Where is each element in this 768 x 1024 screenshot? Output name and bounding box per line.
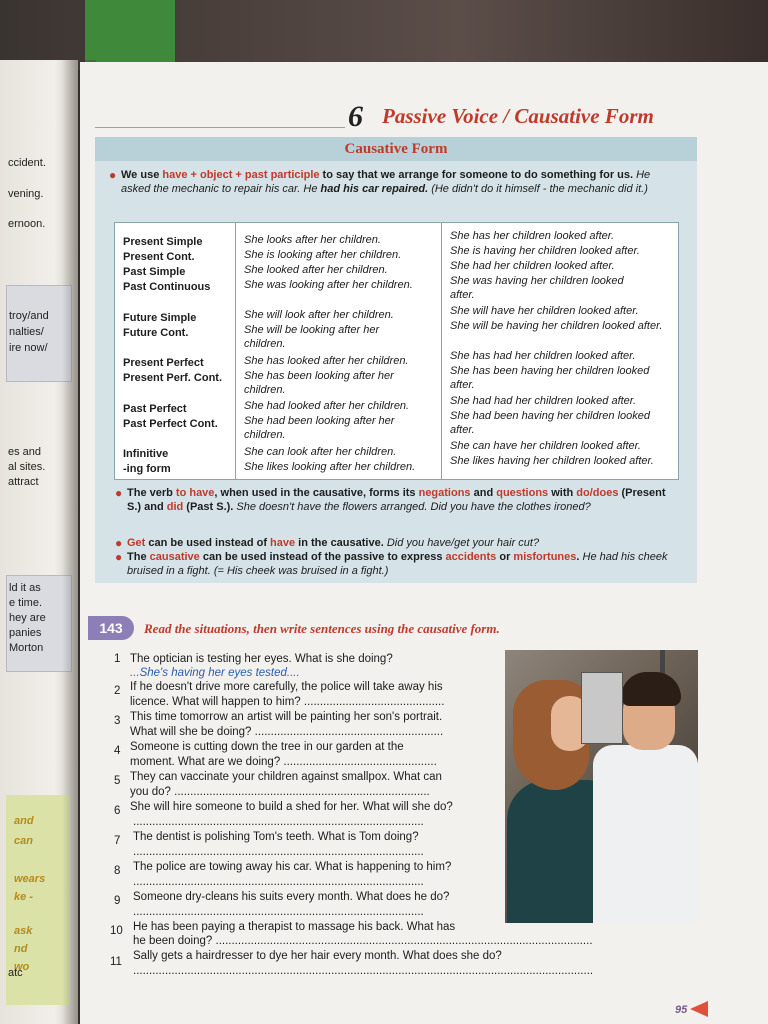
- photo-optician-coat: [593, 745, 698, 923]
- item-number: 1: [114, 653, 121, 665]
- causative-sentence: She was having her children looked after.: [450, 275, 624, 301]
- item-answer-line[interactable]: ...........................................................................................: [133, 846, 424, 858]
- optician-photo: [505, 650, 698, 923]
- item-number: 9: [114, 895, 121, 907]
- tense-name: -ing form: [123, 463, 171, 475]
- causative-sentence: She had had her children looked after.: [450, 395, 637, 407]
- tense-table: [114, 222, 679, 480]
- active-sentence: She can look after her children.: [244, 446, 397, 458]
- section-title: Causative Form: [95, 137, 697, 161]
- item-number: 8: [114, 865, 121, 877]
- causative-sentence: She likes having her children looked after.: [450, 455, 654, 467]
- exercise-number: 143: [88, 616, 134, 640]
- item-question: They can vaccinate your children against smallpox. What can: [130, 771, 442, 783]
- left-fragment: e time.: [9, 597, 43, 609]
- item-question: Someone dry-cleans his suits every month. What does he do?: [133, 891, 450, 903]
- page-number: 95: [675, 1004, 688, 1016]
- left-fragment: ccident.: [8, 157, 46, 169]
- book-cover-green: [85, 0, 175, 64]
- active-sentence: She is looking after her children.: [244, 249, 402, 261]
- active-sentence: She had been looking after her children.: [244, 415, 395, 441]
- active-sentence: She was looking after her children.: [244, 279, 413, 291]
- bullet-icon: ●: [109, 168, 117, 182]
- item-answer-line[interactable]: he been doing? ......................................................................................................................: [133, 935, 593, 947]
- active-column: [236, 223, 442, 479]
- item-answer-line[interactable]: ................................................................................................................................................: [133, 965, 594, 977]
- item-question: He has been paying a therapist to massage his back. What has: [133, 921, 456, 933]
- active-sentence: She had looked after her children.: [244, 400, 410, 412]
- causative-sentence: She has been having her children looked after.: [450, 365, 650, 391]
- left-fragment: al sites.: [8, 461, 46, 473]
- item-answer-line[interactable]: ...........................................................................................: [133, 876, 424, 888]
- tense-column: [115, 223, 236, 479]
- left-fragment: attract: [8, 476, 39, 488]
- left-fragment: atc: [8, 967, 23, 979]
- rule-accidents: ● The causative can be used instead of the passive to express accidents or misfortunes. He had his cheek bruised in a fight. (= His cheek was bruised in a fight.): [115, 550, 668, 577]
- item-number: 7: [114, 835, 121, 847]
- left-fragment: ld it as: [9, 582, 41, 594]
- left-fragment: es and: [8, 446, 42, 458]
- causative-sentence: She will have her children looked after.: [450, 305, 639, 317]
- item-question: This time tomorrow an artist will be painting her son's portrait.: [130, 711, 443, 723]
- left-fragment: Morton: [9, 642, 44, 654]
- tense-name: Present Perf. Cont.: [123, 372, 223, 384]
- causative-sentence: She is having her children looked after.: [450, 245, 640, 257]
- item-question: Someone is cutting down the tree in our garden at the: [130, 741, 404, 753]
- item-answer-line[interactable]: you do? ................................................................................: [130, 786, 430, 798]
- left-fragment: and: [14, 815, 34, 827]
- tense-name: Past Perfect Cont.: [123, 418, 218, 430]
- tense-name: Past Simple: [123, 266, 186, 278]
- causative-sentence: She has her children looked after.: [450, 230, 615, 242]
- causative-sentence: She will be having her children looked after.: [450, 320, 663, 332]
- left-fragment: ernoon.: [8, 218, 46, 230]
- causative-sentence: She had her children looked after.: [450, 260, 615, 272]
- active-sentence: She will look after her children.: [244, 309, 394, 321]
- photo-eye-test-device: [581, 672, 623, 744]
- tense-name: Past Perfect: [123, 403, 187, 415]
- left-fragment: troy/and: [9, 310, 49, 322]
- active-sentence: She looks after her children.: [244, 234, 381, 246]
- item-answer-line[interactable]: licence. What will happen to him? ............................................: [130, 696, 445, 708]
- active-sentence: She looked after her children.: [244, 264, 388, 276]
- item-number: 4: [114, 745, 121, 757]
- unit-number: 6: [348, 100, 363, 133]
- item-answer-line[interactable]: What will she be doing? ...........................................................: [130, 726, 444, 738]
- tense-name: Past Continuous: [123, 281, 211, 293]
- exercise-instruction: Read the situations, then write sentences using the causative form.: [144, 621, 500, 636]
- item-question: The dentist is polishing Tom's teeth. What is Tom doing?: [133, 831, 419, 843]
- left-fragment: wo: [14, 961, 30, 973]
- item-answer-line[interactable]: ...........................................................................................: [133, 906, 424, 918]
- left-fragment: panies: [9, 627, 42, 639]
- unit-rule-line: [95, 127, 345, 128]
- item-question: Sally gets a hairdresser to dye her hair every month. What does she do?: [133, 950, 502, 962]
- item-number: 11: [110, 956, 122, 968]
- item-number: 3: [114, 715, 121, 727]
- causative-sentence: She has had her children looked after.: [450, 350, 636, 362]
- item-question: If he doesn't drive more carefully, the police will take away his: [130, 681, 443, 693]
- item-question: She will hire someone to build a shed for her. What will she do?: [130, 801, 453, 813]
- tense-name: Future Cont.: [123, 327, 189, 339]
- left-fragment: can: [14, 835, 33, 847]
- left-fragment: hey are: [9, 612, 46, 624]
- tense-name: Future Simple: [123, 312, 197, 324]
- bullet-icon: ●: [115, 550, 123, 564]
- rule-negations-questions: ● The verb to have, when used in the causative, forms its negations and questions with do/does (Present S.) and did (Past S.). She doesn't have the flowers arranged. Did you have the clothes ironed?: [115, 486, 666, 513]
- unit-title: Passive Voice / Causative Form: [382, 104, 654, 128]
- item-question: The police are towing away his car. What is happening to him?: [133, 861, 452, 873]
- item-number: 10: [110, 925, 123, 937]
- active-sentence: She likes looking after her children.: [244, 461, 416, 473]
- tense-name: Present Simple: [123, 236, 203, 248]
- bullet-icon: ●: [115, 486, 123, 500]
- item-question: The optician is testing her eyes. What is she doing?: [130, 653, 393, 665]
- tense-name: Present Cont.: [123, 251, 195, 263]
- causative-sentence: She had been having her children looked after.: [450, 410, 650, 436]
- causative-sentence: She can have her children looked after.: [450, 440, 641, 452]
- bullet-icon: ●: [115, 536, 123, 550]
- active-sentence: She will be looking after her children.: [244, 324, 380, 350]
- rule-causative-form: ● We use have + object + past participle to say that we arrange for someone to do something for us. He asked the mechanic to repair his car. He had his car repaired. (He didn't do it himself - the mechanic did it.): [109, 168, 651, 195]
- item-answer-line[interactable]: moment. What are we doing? ................................................: [130, 756, 437, 768]
- active-sentence: She has been looking after her children.: [244, 370, 394, 396]
- photo-optician-hair: [621, 672, 681, 706]
- example-answer: ...She's having her eyes tested....: [130, 667, 300, 679]
- item-number: 2: [114, 685, 121, 697]
- item-number: 6: [114, 805, 121, 817]
- left-fragment: nalties/: [9, 326, 44, 338]
- left-fragment: nd: [14, 943, 28, 955]
- active-sentence: She has looked after her children.: [244, 355, 409, 367]
- rule-get: ● Get can be used instead of have in the causative. Did you have/get your hair cut?: [115, 536, 540, 550]
- left-fragment: vening.: [8, 188, 44, 200]
- item-answer-line[interactable]: ...........................................................................................: [133, 816, 424, 828]
- left-fragment: ke -: [14, 891, 33, 903]
- tense-name: Present Perfect: [123, 357, 204, 369]
- left-fragment: ask: [14, 925, 33, 937]
- item-number: 5: [114, 775, 121, 787]
- tense-name: Infinitive: [123, 448, 169, 460]
- causative-column: [442, 223, 678, 479]
- left-fragment: wears: [14, 873, 46, 885]
- page-arrow-icon: [690, 1001, 708, 1017]
- left-fragment: ire now/: [9, 342, 48, 354]
